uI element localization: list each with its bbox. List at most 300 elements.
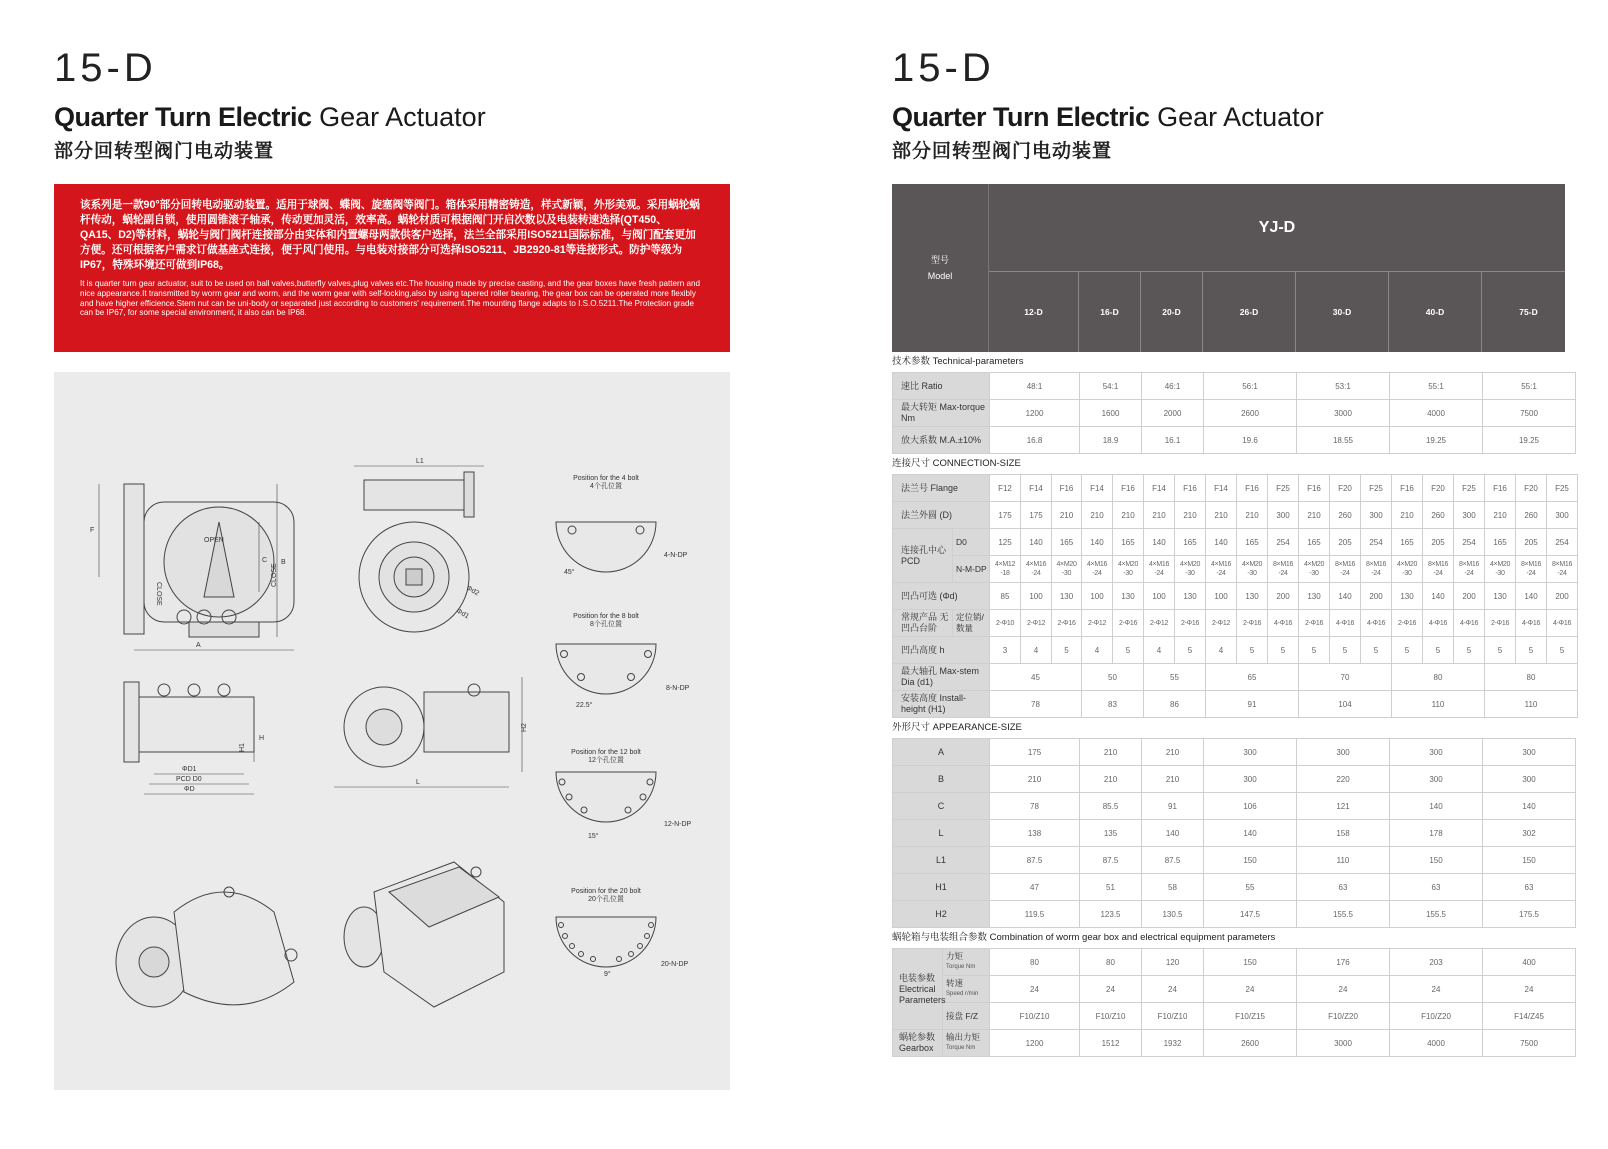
table-cell: 140 <box>1144 529 1175 556</box>
isometric-view-right <box>344 862 504 1007</box>
table-row <box>893 475 1578 502</box>
bolt-12-title-en: Position for the 12 bolt <box>571 749 641 756</box>
row-label: L <box>893 820 990 847</box>
table-cell: 300 <box>1483 766 1576 793</box>
table-row <box>893 847 1576 874</box>
table-cell: 1932 <box>1142 1030 1204 1057</box>
row-label: 最大轴孔 Max-stem Dia (d1) <box>893 664 990 691</box>
row-label: B <box>893 766 990 793</box>
table-cell: 45 <box>990 664 1082 691</box>
table-cell: 70 <box>1299 664 1392 691</box>
table-row <box>893 373 1576 400</box>
bolt-pattern-8 <box>556 613 690 709</box>
tech-table <box>892 372 1576 454</box>
table-cell: 2-Φ10 <box>990 610 1021 637</box>
table-cell: 300 <box>1390 766 1483 793</box>
row-label: 速比 Ratio <box>893 373 990 400</box>
table-row <box>893 1030 1576 1057</box>
row-label: H1 <box>893 874 990 901</box>
table-cell: 130 <box>1237 583 1268 610</box>
table-cell: 8×M16 -24 <box>1423 556 1454 583</box>
group-label: 电装参数 Electrical Parameters <box>893 949 943 1030</box>
table-cell: 2-Φ12 <box>1206 610 1237 637</box>
table-cell: 4-Φ16 <box>1547 610 1578 637</box>
table-cell: 130 <box>1299 583 1330 610</box>
table-cell: 140 <box>1423 583 1454 610</box>
table-cell: 19.25 <box>1483 427 1576 454</box>
bolt-12-title-zh: 12个孔位置 <box>588 757 624 764</box>
table-cell: 135 <box>1080 820 1142 847</box>
table-cell: 178 <box>1390 820 1483 847</box>
sub-label <box>943 949 990 976</box>
table-cell: 130 <box>1175 583 1206 610</box>
table-cell: 4 <box>1144 637 1175 664</box>
table-cell: 4-Φ16 <box>1454 610 1485 637</box>
table-cell: 5 <box>1330 637 1361 664</box>
sub-label <box>943 1030 990 1057</box>
table-cell: 120 <box>1142 949 1204 976</box>
bolt-8-angle: 22.5° <box>576 702 593 709</box>
table-cell: 165 <box>1485 529 1516 556</box>
table-cell: 5 <box>1299 637 1330 664</box>
table-cell: 300 <box>1390 739 1483 766</box>
table-cell: 24 <box>1204 976 1297 1003</box>
row-label: H2 <box>893 901 990 928</box>
table-cell: 130 <box>1485 583 1516 610</box>
isometric-view-left <box>116 887 297 1007</box>
model-column-header: 12-D <box>989 272 1079 352</box>
table-row <box>893 664 1578 691</box>
tech-section-title: 技术参数 Technical-parameters <box>892 356 1024 367</box>
table-cell: 2-Φ16 <box>1299 610 1330 637</box>
table-cell: 150 <box>1390 847 1483 874</box>
table-cell: 5 <box>1175 637 1206 664</box>
side-view-drawing <box>124 682 264 794</box>
table-cell: 18.9 <box>1080 427 1142 454</box>
table-cell: 8×M16 -24 <box>1268 556 1299 583</box>
table-cell: 18.55 <box>1297 427 1390 454</box>
combo-label: 转速 <box>946 978 964 988</box>
row-label: L1 <box>893 847 990 874</box>
table-cell: 1600 <box>1080 400 1142 427</box>
combo-sublabel: Torque Nm <box>946 964 976 970</box>
table-cell: 4-Φ16 <box>1516 610 1547 637</box>
front-view-drawing <box>90 484 294 650</box>
table-cell: 140 <box>1021 529 1052 556</box>
model-column-header: 20-D <box>1141 272 1203 352</box>
table-cell: 78 <box>990 793 1080 820</box>
table-cell: F25 <box>1547 475 1578 502</box>
table-cell: 51 <box>1080 874 1142 901</box>
dim-D1: ΦD1 <box>182 766 197 773</box>
table-cell: 4×M16 -24 <box>1021 556 1052 583</box>
table-cell: 176 <box>1297 949 1390 976</box>
table-cell: 80 <box>1080 949 1142 976</box>
table-cell: 140 <box>1206 529 1237 556</box>
top-view-drawing <box>354 458 484 632</box>
table-cell: 165 <box>1299 529 1330 556</box>
table-cell: 53:1 <box>1297 373 1390 400</box>
table-cell: 4000 <box>1390 1030 1483 1057</box>
table-cell: 130 <box>1392 583 1423 610</box>
table-cell: 5 <box>1052 637 1082 664</box>
combo-table <box>892 948 1576 1057</box>
table-cell: 5 <box>1454 637 1485 664</box>
combo-label: 输出力矩 <box>946 1032 981 1042</box>
table-cell: 100 <box>1206 583 1237 610</box>
sub-label <box>943 976 990 1003</box>
table-cell: 203 <box>1390 949 1483 976</box>
table-cell: 24 <box>990 976 1080 1003</box>
table-cell: 4×M12 -18 <box>990 556 1021 583</box>
table-cell: F14/Z45 <box>1483 1003 1576 1030</box>
dim-F: F <box>90 527 95 534</box>
table-cell: 63 <box>1483 874 1576 901</box>
table-cell: 4-Φ16 <box>1423 610 1454 637</box>
sub-label <box>943 1003 990 1030</box>
table-row <box>893 793 1576 820</box>
model-column-header: 75-D <box>1519 307 1538 317</box>
dim-d1: Φd1 <box>455 607 471 621</box>
table-cell: 54:1 <box>1080 373 1142 400</box>
table-cell: 63 <box>1390 874 1483 901</box>
row-label: C <box>893 793 990 820</box>
table-row <box>893 610 1578 637</box>
table-cell: 91 <box>1206 691 1299 718</box>
close-label-left: CLOSE <box>155 582 162 606</box>
table-cell: F16 <box>1175 475 1206 502</box>
table-cell: F14 <box>1021 475 1052 502</box>
bolt-4-angle: 45° <box>564 569 575 576</box>
table-cell: 140 <box>1204 820 1297 847</box>
table-cell: F25 <box>1454 475 1485 502</box>
table-cell: 165 <box>1052 529 1082 556</box>
table-row <box>893 739 1576 766</box>
table-cell: 254 <box>1547 529 1578 556</box>
table-cell: 260 <box>1423 502 1454 529</box>
table-cell: 200 <box>1547 583 1578 610</box>
table-cell: 8×M16 -24 <box>1330 556 1361 583</box>
dim-D: ΦD <box>184 786 195 793</box>
bolt-12-angle: 15° <box>588 833 599 840</box>
row-label: 连接孔中心 PCD <box>893 529 953 583</box>
table-cell: 50 <box>1082 664 1144 691</box>
table-cell: 260 <box>1516 502 1547 529</box>
table-cell: 85 <box>990 583 1021 610</box>
description-en: It is quarter turn gear actuator, suit to be used on ball valves,butterfly valves,plug valves etc.The housing made by precise casting, and the gear boxes have fresh pattern and nice appearance.It transmitted by worm gear and worm, and the worm gear with self-locking,also by using tapered roller bearing, the gear box can be operated more flexibly and have higher efficience.Stem nut can be uni-body or separated just according to customers' requirement.The mounting flange adapts to I.S.O.5211.The Protection grade can be IP67, for some special environment, it also can be IP68. <box>80 279 700 318</box>
table-cell: F10/Z10 <box>990 1003 1080 1030</box>
table-cell: 150 <box>1483 847 1576 874</box>
table-cell: 140 <box>1483 793 1576 820</box>
table-cell: 8×M16 -24 <box>1454 556 1485 583</box>
table-cell: 100 <box>1144 583 1175 610</box>
table-cell: 119.5 <box>990 901 1080 928</box>
table-cell: 4 <box>1021 637 1052 664</box>
table-cell: 300 <box>1268 502 1299 529</box>
row-label: 法兰外圆 (D) <box>893 502 990 529</box>
table-cell: F16 <box>1299 475 1330 502</box>
bolt-8-title-en: Position for the 8 bolt <box>573 613 639 620</box>
table-cell: 8×M16 -24 <box>1547 556 1578 583</box>
table-cell: 175 <box>990 739 1080 766</box>
table-cell: 87.5 <box>990 847 1080 874</box>
dim-L: L <box>416 779 420 786</box>
page-subtitle-zh: 部分回转型阀门电动装置 <box>892 141 1113 162</box>
dim-H: H <box>259 735 265 742</box>
table-cell: 7500 <box>1483 400 1576 427</box>
table-cell: 210 <box>1237 502 1268 529</box>
table-cell: 78 <box>990 691 1082 718</box>
table-cell: 48:1 <box>990 373 1080 400</box>
table-cell: 205 <box>1516 529 1547 556</box>
model-column-header: 30-D <box>1296 272 1389 352</box>
table-cell: F12 <box>990 475 1021 502</box>
table-cell: F14 <box>1082 475 1113 502</box>
table-cell: 110 <box>1485 691 1578 718</box>
table-cell: 254 <box>1361 529 1392 556</box>
bolt-12-label: 12-N-DP <box>664 821 692 828</box>
table-cell: 140 <box>1516 583 1547 610</box>
table-cell: 147.5 <box>1204 901 1297 928</box>
table-cell: F16 <box>1052 475 1082 502</box>
table-cell: F20 <box>1516 475 1547 502</box>
table-cell: F20 <box>1330 475 1361 502</box>
table-cell: 1512 <box>1080 1030 1142 1057</box>
table-cell: 4×M16 -24 <box>1206 556 1237 583</box>
combo-section-title: 蜗轮箱与电装组合参数 Combination of worm gear box and electrical equipment parameters <box>892 932 1276 943</box>
sub-label: 定位销/数量 <box>953 610 990 637</box>
close-label-right: CLOSE <box>271 563 278 587</box>
table-cell: 210 <box>1175 502 1206 529</box>
table-cell: 4×M20 -30 <box>1392 556 1423 583</box>
table-cell: F10/Z10 <box>1142 1003 1204 1030</box>
table-cell: 100 <box>1021 583 1052 610</box>
table-cell: 2600 <box>1204 400 1297 427</box>
combo-label: 接盘 F/Z <box>946 1010 979 1021</box>
table-row <box>893 529 1578 556</box>
sub-label: N-M-DP <box>953 556 990 583</box>
table-cell: 19.25 <box>1390 427 1483 454</box>
technical-drawing <box>54 372 730 1090</box>
row-label: 最大转矩 Max-torque Nm <box>893 400 990 427</box>
table-cell: 2-Φ16 <box>1175 610 1206 637</box>
table-cell: 260 <box>1330 502 1361 529</box>
table-cell: F14 <box>1206 475 1237 502</box>
combo-sublabel: Speed r/min <box>946 991 979 997</box>
table-cell: 16.8 <box>990 427 1080 454</box>
table-cell: F25 <box>1268 475 1299 502</box>
table-cell: 165 <box>1175 529 1206 556</box>
row-label: 安装高度 Install-height (H1) <box>893 691 990 718</box>
model-columns <box>989 272 1565 352</box>
bolt-20-angle: 9° <box>604 971 611 978</box>
table-cell: 123.5 <box>1080 901 1142 928</box>
table-cell: 24 <box>1297 976 1390 1003</box>
table-cell: F10/Z20 <box>1297 1003 1390 1030</box>
table-cell: 130 <box>1113 583 1144 610</box>
table-cell: F16 <box>1237 475 1268 502</box>
open-label: OPEN <box>204 537 224 544</box>
table-cell: 5 <box>1268 637 1299 664</box>
table-row <box>893 874 1576 901</box>
spec-table <box>892 184 1573 1053</box>
table-cell: 1200 <box>990 1030 1080 1057</box>
table-cell: 165 <box>1237 529 1268 556</box>
table-cell: 5 <box>1485 637 1516 664</box>
table-cell: 165 <box>1392 529 1423 556</box>
table-cell: 140 <box>1330 583 1361 610</box>
table-row <box>893 820 1576 847</box>
table-cell: 175 <box>1021 502 1052 529</box>
table-cell: 300 <box>1204 739 1297 766</box>
table-cell: F10/Z10 <box>1080 1003 1142 1030</box>
table-cell: 4×M20 -30 <box>1175 556 1206 583</box>
table-cell: 5 <box>1113 637 1144 664</box>
table-cell: 55 <box>1144 664 1206 691</box>
table-cell: 155.5 <box>1297 901 1390 928</box>
table-cell: 210 <box>1144 502 1175 529</box>
table-cell: 87.5 <box>1080 847 1142 874</box>
table-cell: 2-Φ12 <box>1144 610 1175 637</box>
table-cell: 210 <box>1082 502 1113 529</box>
table-cell: 140 <box>1082 529 1113 556</box>
table-cell: 210 <box>1052 502 1082 529</box>
table-cell: 138 <box>990 820 1080 847</box>
table-row <box>893 949 1576 976</box>
table-row <box>893 766 1576 793</box>
table-cell: 80 <box>990 949 1080 976</box>
table-cell: 24 <box>1080 976 1142 1003</box>
table-cell: 4000 <box>1390 400 1483 427</box>
table-cell: 300 <box>1547 502 1578 529</box>
dim-d2: Φd2 <box>465 584 481 598</box>
bolt-pattern-12 <box>556 749 692 840</box>
table-row <box>893 583 1578 610</box>
table-cell: 140 <box>1142 820 1204 847</box>
model-column-header: 40-D <box>1389 272 1482 352</box>
table-cell: 210 <box>1080 766 1142 793</box>
table-cell: 55:1 <box>1483 373 1576 400</box>
table-cell: 24 <box>1142 976 1204 1003</box>
combo-table-wrap <box>892 948 1565 1090</box>
table-cell: 3 <box>990 637 1021 664</box>
table-row <box>893 427 1576 454</box>
bolt-20-label: 20-N-DP <box>661 961 689 968</box>
table-cell: 165 <box>1113 529 1144 556</box>
table-cell: 3000 <box>1297 400 1390 427</box>
dim-L1: L1 <box>416 458 424 465</box>
table-cell: 3000 <box>1297 1030 1390 1057</box>
model-column-header: 26-D <box>1203 272 1296 352</box>
table-cell: 5 <box>1361 637 1392 664</box>
table-cell: 4-Φ16 <box>1361 610 1392 637</box>
table-header <box>892 184 1565 352</box>
table-cell: 2-Φ16 <box>1113 610 1144 637</box>
table-cell: 4×M20 -30 <box>1485 556 1516 583</box>
dim-A: A <box>196 642 201 649</box>
description-zh: 该系列是一款90°部分回转电动驱动装置。适用于球阀、蝶阀、旋塞阀等阀门。箱体采用精密铸造，样式新颖，外形美观。采用蜗轮蜗杆传动，蜗轮副自锁，使用圆锥滚子轴承，传动更加灵活，效率高。蜗轮材质可根据阀门开启次数以及电装转速选择(QT450、QA15、D2)等材料，蜗轮与阀门阀杆连接部分由实体和内置螺母两款供客户选择，法兰全部采用ISO5211国际标准，与阀门配套更加方便。还可根据客户需求订做基座式连接，便于风门使用。与电装对接部分可选择ISO5211、JB2920-81等连接形式。防护等级为IP67，特殊环境还可做到IP68。 <box>80 199 700 271</box>
table-cell: 91 <box>1142 793 1204 820</box>
table-cell: F25 <box>1361 475 1392 502</box>
table-cell: 8×M16 -24 <box>1516 556 1547 583</box>
table-cell: 220 <box>1297 766 1390 793</box>
table-cell: 175 <box>990 502 1021 529</box>
table-cell: 150 <box>1204 847 1297 874</box>
table-cell: 58 <box>1142 874 1204 901</box>
table-cell: 16.1 <box>1142 427 1204 454</box>
row-label: A <box>893 739 990 766</box>
table-cell: F14 <box>1144 475 1175 502</box>
table-cell: 106 <box>1204 793 1297 820</box>
row-label: 凹凸高度 h <box>893 637 990 664</box>
table-cell: 210 <box>990 766 1080 793</box>
bolt-4-title-en: Position for the 4 bolt <box>573 475 639 482</box>
table-cell: 24 <box>1390 976 1483 1003</box>
bolt-pattern-4 <box>556 475 688 576</box>
row-label: 法兰号 Flange <box>893 475 990 502</box>
series-mark: 15-D <box>892 46 995 90</box>
table-cell: 4×M20 -30 <box>1052 556 1082 583</box>
table-cell: 2-Φ16 <box>1052 610 1082 637</box>
table-cell: 2-Φ12 <box>1082 610 1113 637</box>
group-label: 蜗轮参数 Gearbox <box>893 1030 943 1057</box>
table-cell: 210 <box>1113 502 1144 529</box>
table-cell: 110 <box>1392 691 1485 718</box>
page-title: Quarter Turn Electric Gear Actuator <box>54 102 486 132</box>
table-cell: 5 <box>1237 637 1268 664</box>
table-cell: 130 <box>1052 583 1082 610</box>
table-cell: 4 <box>1206 637 1237 664</box>
combo-sublabel: Torque Nm <box>946 1045 976 1051</box>
table-cell: 85.5 <box>1080 793 1142 820</box>
table-cell: 80 <box>1485 664 1578 691</box>
dim-H2: H2 <box>521 723 528 732</box>
table-cell: 4×M20 -30 <box>1113 556 1144 583</box>
table-cell: F16 <box>1113 475 1144 502</box>
table-cell: 87.5 <box>1142 847 1204 874</box>
table-cell: 24 <box>1483 976 1576 1003</box>
table-cell: 210 <box>1142 766 1204 793</box>
table-cell: 300 <box>1361 502 1392 529</box>
table-cell: 210 <box>1392 502 1423 529</box>
table-cell: 200 <box>1361 583 1392 610</box>
table-cell: 7500 <box>1483 1030 1576 1057</box>
table-row <box>893 976 1576 1003</box>
table-row <box>893 400 1576 427</box>
table-cell: 205 <box>1423 529 1454 556</box>
table-cell: 121 <box>1297 793 1390 820</box>
table-cell: 300 <box>1454 502 1485 529</box>
table-cell: F10/Z20 <box>1390 1003 1483 1030</box>
table-cell: 4 <box>1082 637 1113 664</box>
table-cell: 1200 <box>990 400 1080 427</box>
table-cell: 65 <box>1206 664 1299 691</box>
table-cell: 175.5 <box>1483 901 1576 928</box>
bolt-8-title-zh: 8个孔位置 <box>590 621 622 628</box>
conn-section-title: 连接尺寸 CONNECTION-SIZE <box>892 458 1021 469</box>
table-cell: 4-Φ16 <box>1268 610 1299 637</box>
table-cell: 254 <box>1268 529 1299 556</box>
table-cell: 55 <box>1204 874 1297 901</box>
page-subtitle-zh: 部分回转型阀门电动装置 <box>54 141 275 162</box>
table-cell: 210 <box>1080 739 1142 766</box>
row-label: 常规产品 无凹凸台阶 <box>893 610 953 637</box>
appearance-section-title: 外形尺寸 APPEARANCE-SIZE <box>892 722 1022 733</box>
table-cell: 200 <box>1454 583 1485 610</box>
table-cell: 80 <box>1392 664 1485 691</box>
table-cell: 400 <box>1483 949 1576 976</box>
dim-C: C <box>262 557 268 564</box>
